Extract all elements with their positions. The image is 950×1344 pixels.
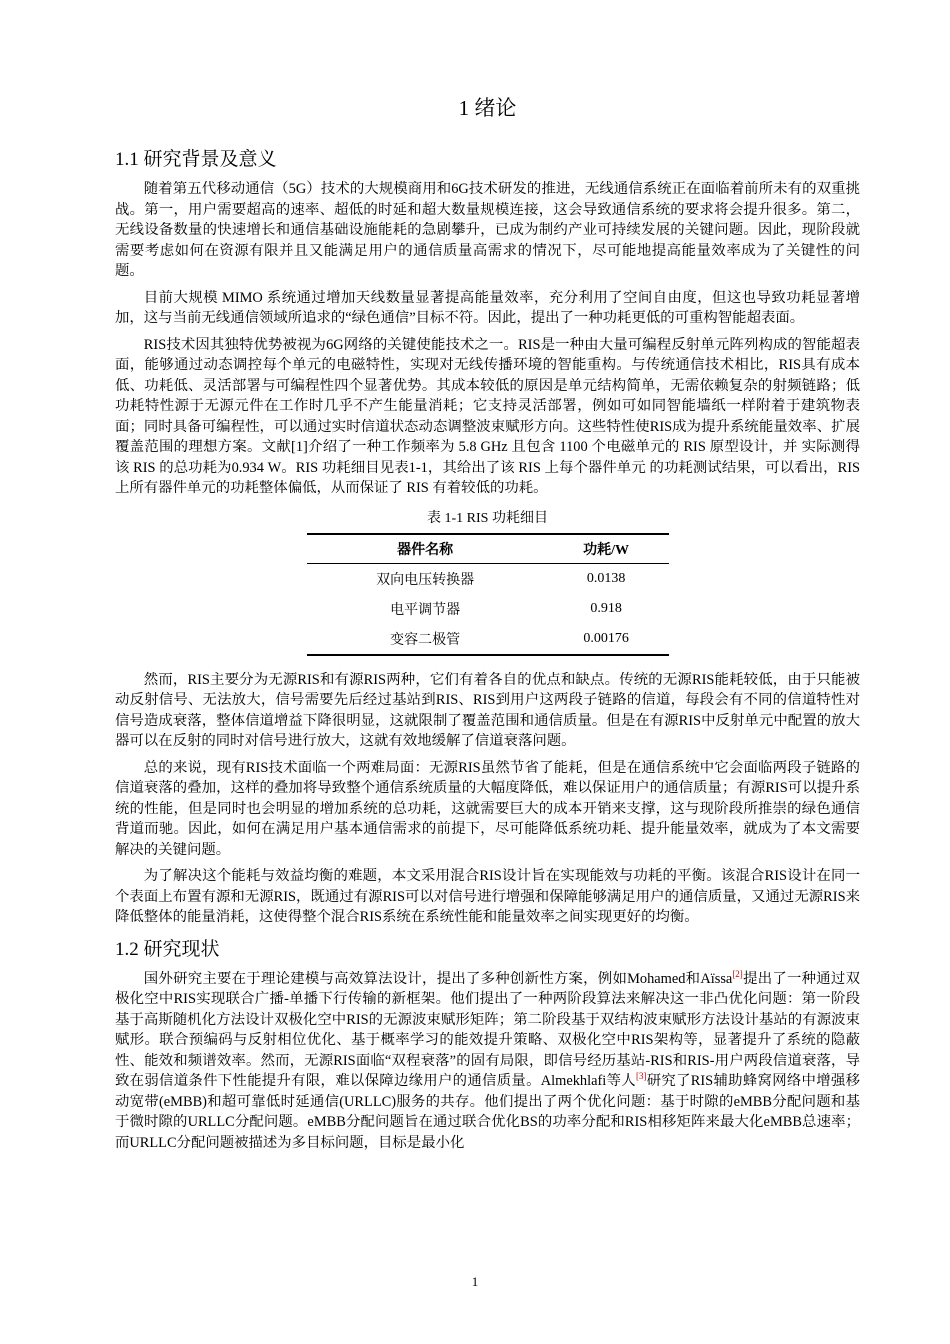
power-table: [307, 533, 669, 656]
paragraph: [115, 969, 860, 1154]
paragraph-text: 国外研究主要在于理论建模与高效算法设计，提出了多种创新性方案，例如Mohamed和Aïssa: [143, 970, 733, 987]
section-title-1-1: 1.1 研究背景及意义: [115, 149, 277, 170]
table-row: [307, 563, 669, 594]
table-header-cell: 器件名称: [307, 534, 544, 564]
table-caption: 表 1-1 RIS 功耗细目: [427, 510, 548, 526]
table-cell: 0.0138: [586, 570, 626, 586]
page-number: 1: [471, 1274, 479, 1289]
table-cell: 变容二极管: [307, 624, 544, 655]
paragraph: RIS技术因其独特优势被视为6G网络的关键使能技术之一。RIS是一种由大量可编程反射单元阵列构成的智能超表面，能够通过动态调控每个单元的电磁特性，实现对无线传播环境的智能重构。与传统通信技术相比，RIS具有成本低、功耗低、灵活部署与可编程性四个显著优势。其成本较低的原因是单元结构简单，无需依赖复杂的射频链路；低功耗特性源于无源元件在工作时几乎不产生能量消耗；它支持灵活部署，例如可如同智能墙纸一样附着于建筑物表面；同时具备可编程性，可以通过实时信道状态动态调整波束赋形方向。这些特性使RIS成为提升系统能量效率、扩展覆盖范围的理想方案。文献[1]介绍了一种工作频率为 5.8 GHz 且包含 1100 个电磁单元的 RIS 原型设计，并 实际测得该 RIS 的总功耗为0.934 W。RIS 功耗细目见表1-1，其给出了该 RIS 上每个器件单元 的功耗测试结果，可以看出，RIS 上所有器件单元的功耗整体偏低，从而保证了 RIS 有着较低的功耗。: [115, 336, 860, 496]
chapter-title: 1 绪论: [458, 96, 517, 120]
paragraph: 目前大规模 MIMO 系统通过增加天线数量显著提高能量效率，充分利用了空间自由度，但这也导致功耗显著增加，这与当前无线通信领域所追求的“绿色通信”目标不符。因此，提出了一种功耗更低的可重构智能超表面。: [115, 289, 860, 326]
document-page: [115, 92, 860, 1159]
paragraph: 随着第五代移动通信（5G）技术的大规模商用和6G技术研发的推进，无线通信系统正在面临着前所未有的双重挑战。第一，用户需要超高的速率、超低的时延和超大数量规模连接，这会导致通信系统的要求将会提升很多。第二，无线设备数量的快速增长和通信基础设施能耗的急剧攀升，已成为制约产业可持续发展的关键问题。因此，现阶段就需要考虑如何在资源有限并且又能满足用户的通信质量高需求的情况下，尽可能地提高能量效率成为了关键性的问题。: [115, 181, 860, 279]
citation-link[interactable]: [2]: [732, 968, 743, 979]
table-row: [307, 594, 669, 624]
table-cell: 双向电压转换器: [376, 572, 475, 588]
table-cell: 0.00176: [544, 624, 669, 655]
section-title-1-2: 1.2 研究现状: [115, 938, 220, 960]
table-header-cell: 功耗/W: [544, 534, 669, 564]
citation-link[interactable]: [3]: [635, 1071, 647, 1082]
paragraph: 然而，RIS主要分为无源RIS和有源RIS两种，它们有着各自的优点和缺点。传统的无源RIS能耗较低，由于只能被动反射信号、无法放大，信号需要先后经过基站到RIS、RIS到用户这两段子链路的信道，每段会有不同的信道特性对信号造成衰落，整体信道增益下降很明显，这就限制了覆盖范围和通信质量。但是在有源RIS中反射单元中配置的放大器可以在反射的同时对信号进行放大，这就有效地缓解了信道衰落问题。: [115, 671, 860, 749]
paragraph-text: 提出了一种通过双极化空中RIS实现联合广播-单播下行传输的新框架。他们提出了一种两阶段算法来解决这一非凸优化问题：第一阶段基于高斯随机化方法设计双极化空中RIS的无源波束赋形矩阵；第二阶段基于双结构波束赋形方法设计基站的有源波束赋形。联合预编码与反射相位优化、基于概率学习的能效提升策略、双极化空中RIS架构等，显著提升了系统的隐蔽性、能效和频谱效率。然而，无源RIS面临“双程衰落”的固有局限，即信号经历基站-RIS和RIS-用户两段信道衰落，导致在弱信道条件下性能提升有限，难以保障边缘用户的通信质量。Almekhlafi等人: [115, 970, 860, 1089]
paragraph: 为了解决这个能耗与效益均衡的难题，本文采用混合RIS设计旨在实现能效与功耗的平衡。该混合RIS设计在同一个表面上布置有源和无源RIS，既通过有源RIS可以对信号进行增强和保障能够满足用户的通信质量，又通过无源RIS来降低整体的能量消耗，这使得整个混合RIS系统在系统性能和能量效率之间实现更好的均衡。: [115, 868, 860, 925]
table-header-row: [307, 534, 669, 564]
table-cell: 电平调节器: [390, 602, 461, 618]
table-cell: 0.918: [590, 600, 622, 616]
table-row: [307, 624, 669, 655]
paragraph: 总的来说，现有RIS技术面临一个两难局面：无源RIS虽然节省了能耗，但是在通信系统中它会面临两段子链路的信道衰落的叠加，这样的叠加将导致整个通信系统质量的大幅度降低，难以保证用户的通信质量；有源RIS可以提升系统的性能，但是同时也会明显的增加系统的总功耗，这就需要巨大的成本开销来支撑，这与现阶段所推崇的绿色通信背道而驰。因此，如何在满足用户基本通信需求的前提下，尽可能降低系统功耗、提升能量效率，就成为了本文需要解决的关键问题。: [115, 759, 860, 858]
paragraph-text: 研究了RIS辅助蜂窝网络中增强移动宽带(eMBB)和超可靠低时延通信(URLLC)服务的共存。他们提出了两个优化问题：基于时隙的eMBB分配问题和基于微时隙的URLLC分配问题。eMBB分配问题旨在通过联合优化BS的功率分配和RIS相移矩阵来最大化eMBB总速率；而URLLC分配问题被描述为多目标问题，目标是最小化: [115, 1073, 860, 1151]
